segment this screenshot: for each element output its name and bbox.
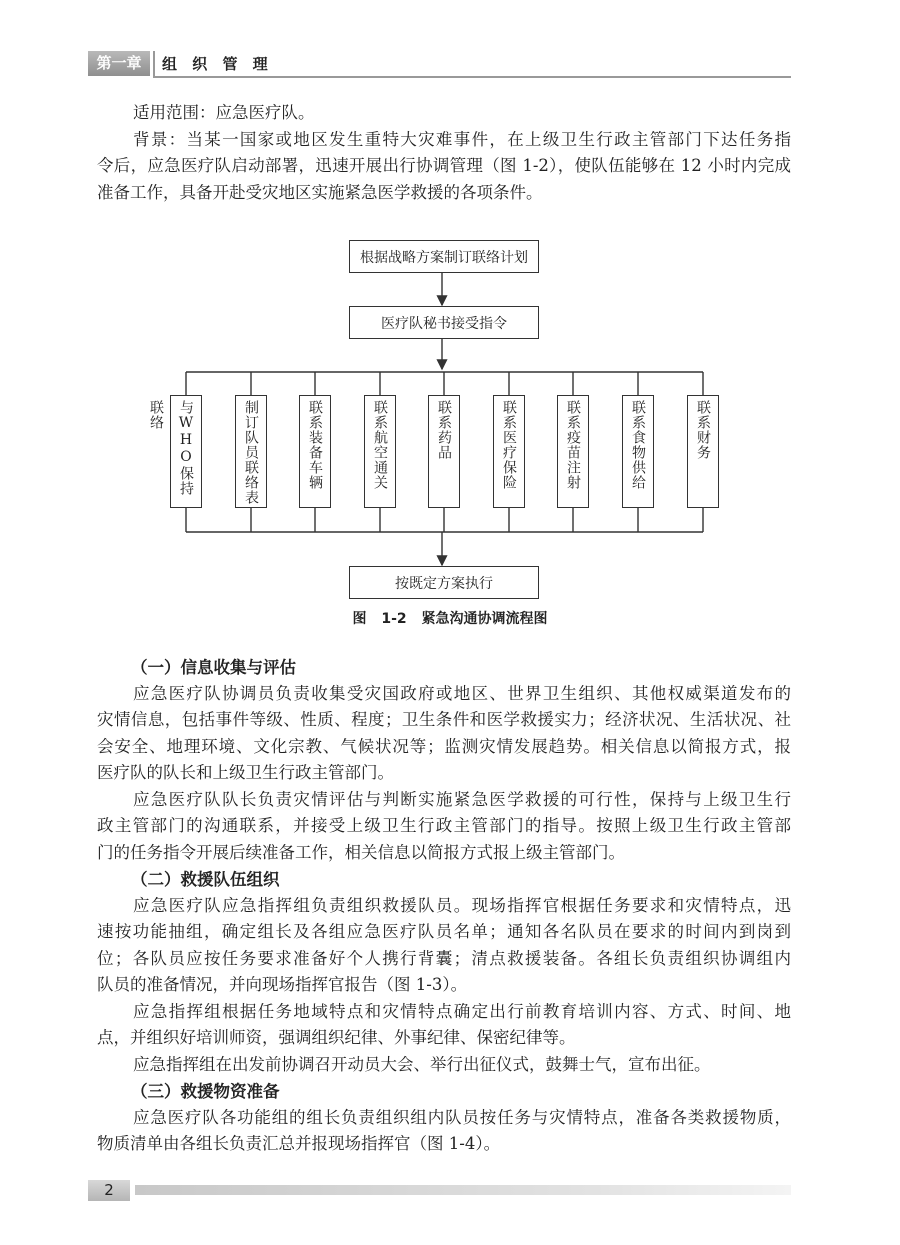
- flow-box-execute: 按既定方案执行: [349, 566, 539, 599]
- paragraph-line: 灾情信息，包括事件等级、性质、程度；卫生条件和医学救援实力；经济状况、生活状况、社: [97, 710, 791, 729]
- flow-box-branch: 联系财务: [687, 395, 719, 508]
- footer-bar: [135, 1185, 791, 1195]
- body-text: [97, 654, 791, 1158]
- section-heading: （二）救援队伍组织: [131, 870, 280, 889]
- paragraph-line: 应急医疗队协调员负责收集受灾国政府或地区、世界卫生组织、其他权威渠道发布的: [133, 683, 791, 703]
- paragraph-line: 门的任务指令开展后续准备工作，相关信息以简报方式报上级主管部门。: [97, 842, 625, 862]
- flow-box-branch: 制订队员联络表: [235, 395, 267, 508]
- chapter-title: 组 织 管 理: [162, 55, 273, 73]
- paragraph-line: 医疗队的队长和上级卫生行政主管部门。: [97, 763, 394, 782]
- paragraph-line: 物质清单由各组长负责汇总并报现场指挥官（图 1-4）。: [97, 1134, 501, 1153]
- paragraph-line: 准备工作，具备开赴受灾地区实施紧急医学救援的各项条件。: [97, 182, 543, 202]
- section-heading: （一）信息收集与评估: [131, 658, 296, 677]
- flow-box-branch: 联系食物供给: [622, 395, 654, 508]
- flow-box-branch: 联系装备车辆: [299, 395, 331, 508]
- flow-box-receive-order: 医疗队秘书接受指令: [349, 306, 539, 339]
- paragraph-line: 令后，应急医疗队启动部署，迅速开展出行协调管理（图 1-2），使队伍能够在 12 小时内完成: [97, 156, 791, 175]
- paragraph-line: 适用范围：应急医疗队。: [133, 103, 315, 122]
- paragraph-line: 位；各队员应按任务要求准备好个人携行背囊；清点救援装备。各组长负责组织协调组内: [97, 948, 791, 968]
- flow-box-branch: 联系医疗保险: [493, 395, 525, 508]
- flow-box-branch: 联系航空通关: [364, 395, 396, 508]
- section-heading: （三）救援物资准备: [131, 1082, 280, 1101]
- figure-caption: 图 1-2 紧急沟通协调流程图: [352, 611, 548, 627]
- paragraph-line: 点，并组织好培训师资，强调组织纪律、外事纪律、保密纪律等。: [97, 1028, 576, 1047]
- paragraph-line: 会安全、地理环境、文化宗教、气候状况等；监测灾情发展趋势。相关信息以简报方式，报: [97, 736, 791, 756]
- paragraph-line: 应急指挥组在出发前协调召开动员大会、举行出征仪式，鼓舞士气，宣布出征。: [133, 1054, 711, 1074]
- paragraph-line: 背景：当某一国家或地区发生重特大灾难事件，在上级卫生行政主管部门下达任务指: [133, 129, 791, 149]
- chapter-tab: 第一章: [88, 51, 150, 76]
- paragraph-line: 队员的准备情况，并向现场指挥官报告（图 1-3）。: [97, 975, 468, 994]
- paragraph-line: 速按功能抽组，确定组长及各组应急医疗队员名单；通知各名队员在要求的时间内到岗到: [97, 922, 791, 941]
- paragraph-line: 应急医疗队应急指挥组负责组织救援队员。现场指挥官根据任务要求和灾情特点，迅: [133, 895, 791, 915]
- paragraph-line: 应急指挥组根据任务地域特点和灾情特点确定出行前教育培训内容、方式、时间、地: [133, 1001, 791, 1021]
- paragraph-line: 应急医疗队各功能组的组长负责组织组内队员按任务与灾情特点，准备各类救援物质，: [133, 1107, 791, 1127]
- paragraph-line: 应急医疗队队长负责灾情评估与判断实施紧急医学救援的可行性，保持与上级卫生行: [133, 789, 791, 809]
- flow-box-branch: 联系药品: [428, 395, 460, 508]
- flow-box-branch: 与WHO保持联络: [170, 395, 202, 508]
- flow-box-plan: 根据战略方案制订联络计划: [349, 240, 539, 273]
- flow-box-branch: 联系疫苗注射: [557, 395, 589, 508]
- paragraph-line: 政主管部门的沟通联系，并接受上级卫生行政主管部门的指导。按照上级卫生行政主管部: [97, 816, 791, 835]
- page-number: 2: [88, 1180, 130, 1201]
